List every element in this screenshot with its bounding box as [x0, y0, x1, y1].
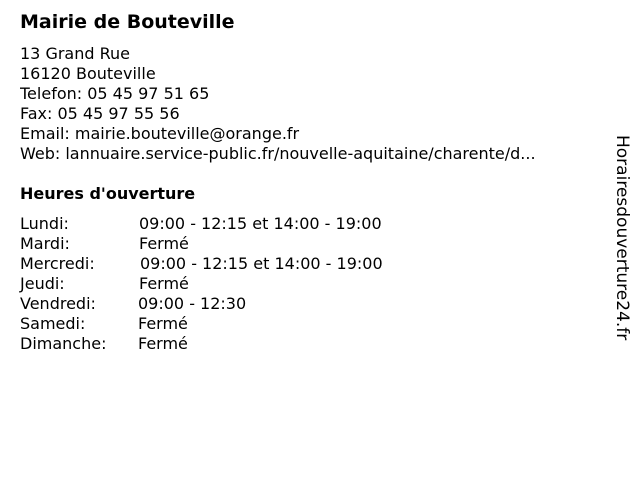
day-label: Mardi:	[20, 234, 70, 253]
office-card	[20, 10, 600, 354]
time-value: 09:00 - 12:30	[138, 294, 247, 313]
phone-number: Telefon: 05 45 97 51 65	[20, 84, 210, 103]
hours-row-tuesday	[20, 234, 600, 254]
day-label: Lundi:	[20, 214, 69, 233]
hours-row-sunday	[20, 334, 600, 354]
address-block	[20, 44, 600, 164]
hours-row-friday	[20, 294, 600, 314]
opening-hours-heading: Heures d'ouverture	[20, 184, 196, 203]
time-value: Fermé	[139, 274, 189, 293]
opening-hours-table	[20, 214, 600, 354]
time-value: Fermé	[138, 334, 188, 353]
day-label: Vendredi:	[20, 294, 96, 313]
site-watermark: Horairesdouverture24.fr	[612, 135, 632, 341]
time-value: Fermé	[138, 314, 188, 333]
hours-row-thursday	[20, 274, 600, 294]
street-address: 13 Grand Rue	[20, 44, 130, 63]
day-label: Mercredi:	[20, 254, 95, 273]
hours-row-saturday	[20, 314, 600, 334]
website-link[interactable]: Web: lannuaire.service-public.fr/nouvelle-aquitaine/charente/d...	[20, 144, 536, 163]
hours-row-monday	[20, 214, 600, 234]
city-postal: 16120 Bouteville	[20, 64, 156, 83]
time-value: 09:00 - 12:15 et 14:00 - 19:00	[140, 254, 383, 273]
time-value: Fermé	[139, 234, 189, 253]
day-label: Jeudi:	[20, 274, 65, 293]
fax-number: Fax: 05 45 97 55 56	[20, 104, 180, 123]
day-label: Samedi:	[20, 314, 86, 333]
hours-row-wednesday	[20, 254, 600, 274]
email-address: Email: mairie.bouteville@orange.fr	[20, 124, 300, 143]
office-title: Mairie de Bouteville	[20, 11, 235, 33]
time-value: 09:00 - 12:15 et 14:00 - 19:00	[139, 214, 382, 233]
day-label: Dimanche:	[20, 334, 107, 353]
